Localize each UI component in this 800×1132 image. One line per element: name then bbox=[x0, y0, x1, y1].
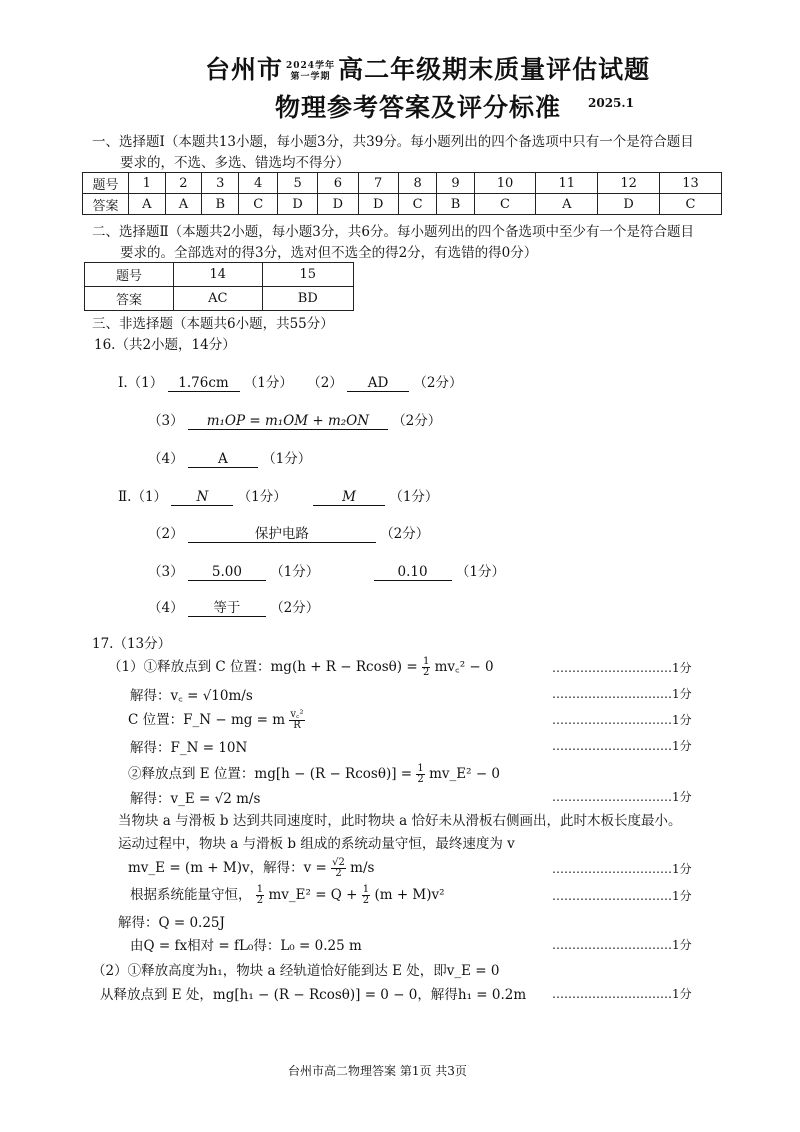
q17-line4: 解得：F_N = 10N bbox=[130, 740, 248, 756]
table-cell: AC bbox=[174, 287, 263, 311]
table-cell: 2 bbox=[165, 173, 202, 194]
denominator: 2 bbox=[422, 667, 430, 678]
table-cell: 15 bbox=[262, 263, 353, 287]
fraction bbox=[289, 710, 304, 731]
fraction bbox=[362, 885, 370, 906]
answer-blank: M bbox=[313, 489, 385, 506]
equation: 根据系统能量守恒， bbox=[130, 887, 252, 903]
table-cell: C bbox=[474, 194, 536, 215]
fraction bbox=[422, 657, 430, 678]
score-dots: …………………………1分 bbox=[552, 790, 692, 804]
denominator: R bbox=[293, 720, 301, 731]
section1-answer-table bbox=[82, 172, 722, 215]
table-cell: 9 bbox=[437, 173, 474, 194]
item-label: Ⅰ.（1） bbox=[118, 375, 164, 391]
item-label: （2） bbox=[148, 526, 184, 542]
answer-blank: 5.00 bbox=[188, 564, 266, 581]
score: （1分） bbox=[262, 451, 312, 467]
table-row-numbers bbox=[83, 173, 722, 194]
item-label: Ⅱ.（1） bbox=[118, 489, 168, 505]
denominator: 2 bbox=[362, 895, 370, 906]
q17-line6: 解得：v_E = √2 m/s bbox=[130, 791, 261, 807]
table-cell: 12 bbox=[598, 173, 660, 194]
answer-blank: 等于 bbox=[188, 596, 266, 617]
score: （1分） bbox=[455, 564, 505, 580]
table-cell: D bbox=[318, 194, 358, 215]
answer-blank: 1.76cm bbox=[168, 375, 240, 392]
page-footer: 台州市高二物理答案 第1页 共3页 bbox=[288, 1064, 467, 1078]
item-label: （2） bbox=[307, 375, 343, 391]
equation-tail: mv꜀² − 0 bbox=[434, 659, 494, 675]
table-cell: BD bbox=[262, 287, 353, 311]
page-subtitle: 物理参考答案及评分标准 bbox=[275, 93, 562, 122]
item-label: （3） bbox=[148, 413, 184, 429]
table-cell: D bbox=[277, 194, 317, 215]
q17-line14: 从释放点到 E 处，mg[h₁ − (R − Rcosθ)] = 0 − 0，解得h₁ = 0.2m bbox=[100, 987, 527, 1003]
equation: ②释放点到 E 位置：mg[h − (R − Rcosθ)] = bbox=[128, 766, 413, 782]
score: （2分） bbox=[380, 526, 430, 542]
row-label: 答案 bbox=[85, 287, 174, 311]
score: （2分） bbox=[413, 375, 463, 391]
title-city: 台州市 bbox=[205, 55, 284, 84]
fraction bbox=[256, 885, 264, 906]
score-dots: …………………………1分 bbox=[552, 713, 692, 727]
table-cell: 11 bbox=[536, 173, 598, 194]
table-cell: B bbox=[437, 194, 474, 215]
numerator: 1 bbox=[362, 884, 370, 895]
score: （1分） bbox=[389, 489, 439, 505]
answer-blank: AD bbox=[347, 375, 409, 392]
q17-line11: 解得：Q = 0.25J bbox=[118, 915, 225, 931]
q17-line1 bbox=[108, 655, 494, 678]
score-dots: …………………………1分 bbox=[552, 687, 692, 701]
score: （1分） bbox=[237, 489, 287, 505]
answer-blank: m₁OP = m₁OM + m₂ON bbox=[188, 413, 388, 430]
table-cell: 1 bbox=[129, 173, 166, 194]
item-label: （4） bbox=[148, 600, 184, 616]
table-cell: D bbox=[358, 194, 398, 215]
score-dots: …………………………1分 bbox=[552, 661, 692, 675]
denominator: 2 bbox=[417, 774, 424, 785]
table-cell: C bbox=[660, 194, 722, 215]
score-dots: …………………………1分 bbox=[552, 889, 692, 903]
table-cell: 7 bbox=[358, 173, 398, 194]
fraction bbox=[416, 764, 424, 785]
q17-line5 bbox=[128, 762, 500, 785]
q16-heading: 16.（共2小题，14分） bbox=[94, 337, 236, 353]
table-cell: 14 bbox=[174, 263, 263, 287]
q17-heading: 17.（13分） bbox=[92, 636, 172, 652]
denominator: 2 bbox=[256, 895, 264, 906]
q16-part1-line4 bbox=[148, 447, 311, 468]
score-dots: …………………………1分 bbox=[552, 938, 692, 952]
table-cell: A bbox=[129, 194, 166, 215]
answer-blank: A bbox=[188, 451, 258, 468]
q16-part1-line1 bbox=[118, 371, 462, 392]
table-cell: A bbox=[165, 194, 202, 215]
equation-tail: mv_E² = Q + bbox=[268, 887, 358, 903]
numerator: 1 bbox=[422, 656, 430, 667]
table-cell: C bbox=[239, 194, 278, 215]
score: （1分） bbox=[243, 375, 293, 391]
fraction bbox=[331, 858, 346, 879]
numerator: 1 bbox=[256, 884, 264, 895]
section1-intro-line1: 一、选择题Ⅰ（本题共13小题，每小题3分，共39分。每小题列出的四个备选项中只有一个是符合题目 bbox=[92, 134, 694, 150]
table-row-answers bbox=[83, 194, 722, 215]
table-cell: C bbox=[398, 194, 437, 215]
score-dots: …………………………1分 bbox=[552, 739, 692, 753]
title-term bbox=[286, 61, 335, 83]
score-dots: …………………………1分 bbox=[552, 862, 692, 876]
equation-tail: mv_E² − 0 bbox=[429, 766, 501, 782]
section3-heading: 三、非选择题（本题共6小题，共55分） bbox=[92, 316, 334, 332]
item-label: （4） bbox=[148, 451, 184, 467]
term-year: 2024学年 bbox=[286, 60, 336, 71]
answer-blank: 0.10 bbox=[374, 564, 452, 581]
numerator: 1 bbox=[417, 763, 424, 774]
table-cell: 4 bbox=[239, 173, 278, 194]
answer-blank: 保护电路 bbox=[188, 522, 376, 543]
section2-answer-table bbox=[84, 262, 354, 311]
score-dots: …………………………1分 bbox=[552, 987, 692, 1001]
answer-blank: N bbox=[171, 489, 233, 506]
title-rest: 高二年级期末质量评估试题 bbox=[338, 55, 651, 84]
table-row-answers bbox=[85, 287, 354, 311]
q17-line13: （2）①释放高度为h₁，物块 a 经轨道恰好能到达 E 处，即v_E = 0 bbox=[92, 963, 500, 979]
q17-line8: 运动过程中，物块 a 与滑板 b 组成的系统动量守恒，最终速度为 v bbox=[118, 836, 515, 852]
numerator: √2 bbox=[332, 857, 345, 868]
table-cell: A bbox=[536, 194, 598, 215]
table-cell: D bbox=[598, 194, 660, 215]
page-date: 2025.1 bbox=[588, 96, 634, 110]
table-cell: 5 bbox=[277, 173, 317, 194]
equation: （1）①释放点到 C 位置：mg(h + R − Rcosθ) = bbox=[108, 659, 418, 675]
score: （2分） bbox=[392, 413, 442, 429]
term-semester: 第一学期 bbox=[290, 71, 331, 82]
equation: mv_E = (m + M)v，解得：v = bbox=[128, 860, 327, 876]
section2-intro-line2: 要求的。全部选对的得3分，选对但不选全的得2分，有选错的得0分） bbox=[120, 245, 538, 261]
q16-part2-line3 bbox=[148, 560, 505, 581]
section2-intro-line1: 二、选择题Ⅱ（本题共2小题，每小题3分，共6分。每小题列出的四个备选项中至少有一个是符合题目 bbox=[92, 224, 694, 240]
q17-line7: 当物块 a 与滑板 b 达到共同速度时，此时物块 a 恰好未从滑板右侧画出，此时木板长度最小。 bbox=[118, 813, 682, 829]
table-cell: 3 bbox=[202, 173, 239, 194]
row-label: 题号 bbox=[83, 173, 129, 194]
q17-line10 bbox=[130, 883, 445, 906]
page-title bbox=[205, 50, 650, 86]
table-cell: 10 bbox=[474, 173, 536, 194]
score: （1分） bbox=[270, 564, 320, 580]
q17-line12: 由Q = fx相对 = fL₀得：L₀ = 0.25 m bbox=[130, 938, 362, 954]
section1-intro-line2: 要求的，不选、多选、错选均不得分） bbox=[120, 155, 350, 171]
q17-line3 bbox=[128, 708, 305, 731]
equation: C 位置：F_N − mg = m bbox=[128, 712, 286, 728]
table-cell: 6 bbox=[318, 173, 358, 194]
row-label: 题号 bbox=[85, 263, 174, 287]
table-cell: 13 bbox=[660, 173, 722, 194]
score: （2分） bbox=[270, 600, 320, 616]
q17-line2: 解得：v꜀ = √10m/s bbox=[130, 688, 253, 704]
table-row-numbers bbox=[85, 263, 354, 287]
q17-line9 bbox=[128, 856, 374, 879]
equation-tail: m/s bbox=[350, 860, 375, 876]
q16-part1-line3 bbox=[148, 409, 441, 430]
table-cell: B bbox=[202, 194, 239, 215]
q16-part2-line1 bbox=[118, 485, 438, 506]
equation-tail: (m + M)v² bbox=[374, 887, 445, 903]
denominator: 2 bbox=[335, 868, 342, 879]
item-label: （3） bbox=[148, 564, 184, 580]
numerator: v꜀² bbox=[290, 709, 304, 720]
q16-part2-line4 bbox=[148, 596, 319, 617]
table-cell: 8 bbox=[398, 173, 437, 194]
row-label: 答案 bbox=[83, 194, 129, 215]
q16-part2-line2 bbox=[148, 522, 429, 543]
